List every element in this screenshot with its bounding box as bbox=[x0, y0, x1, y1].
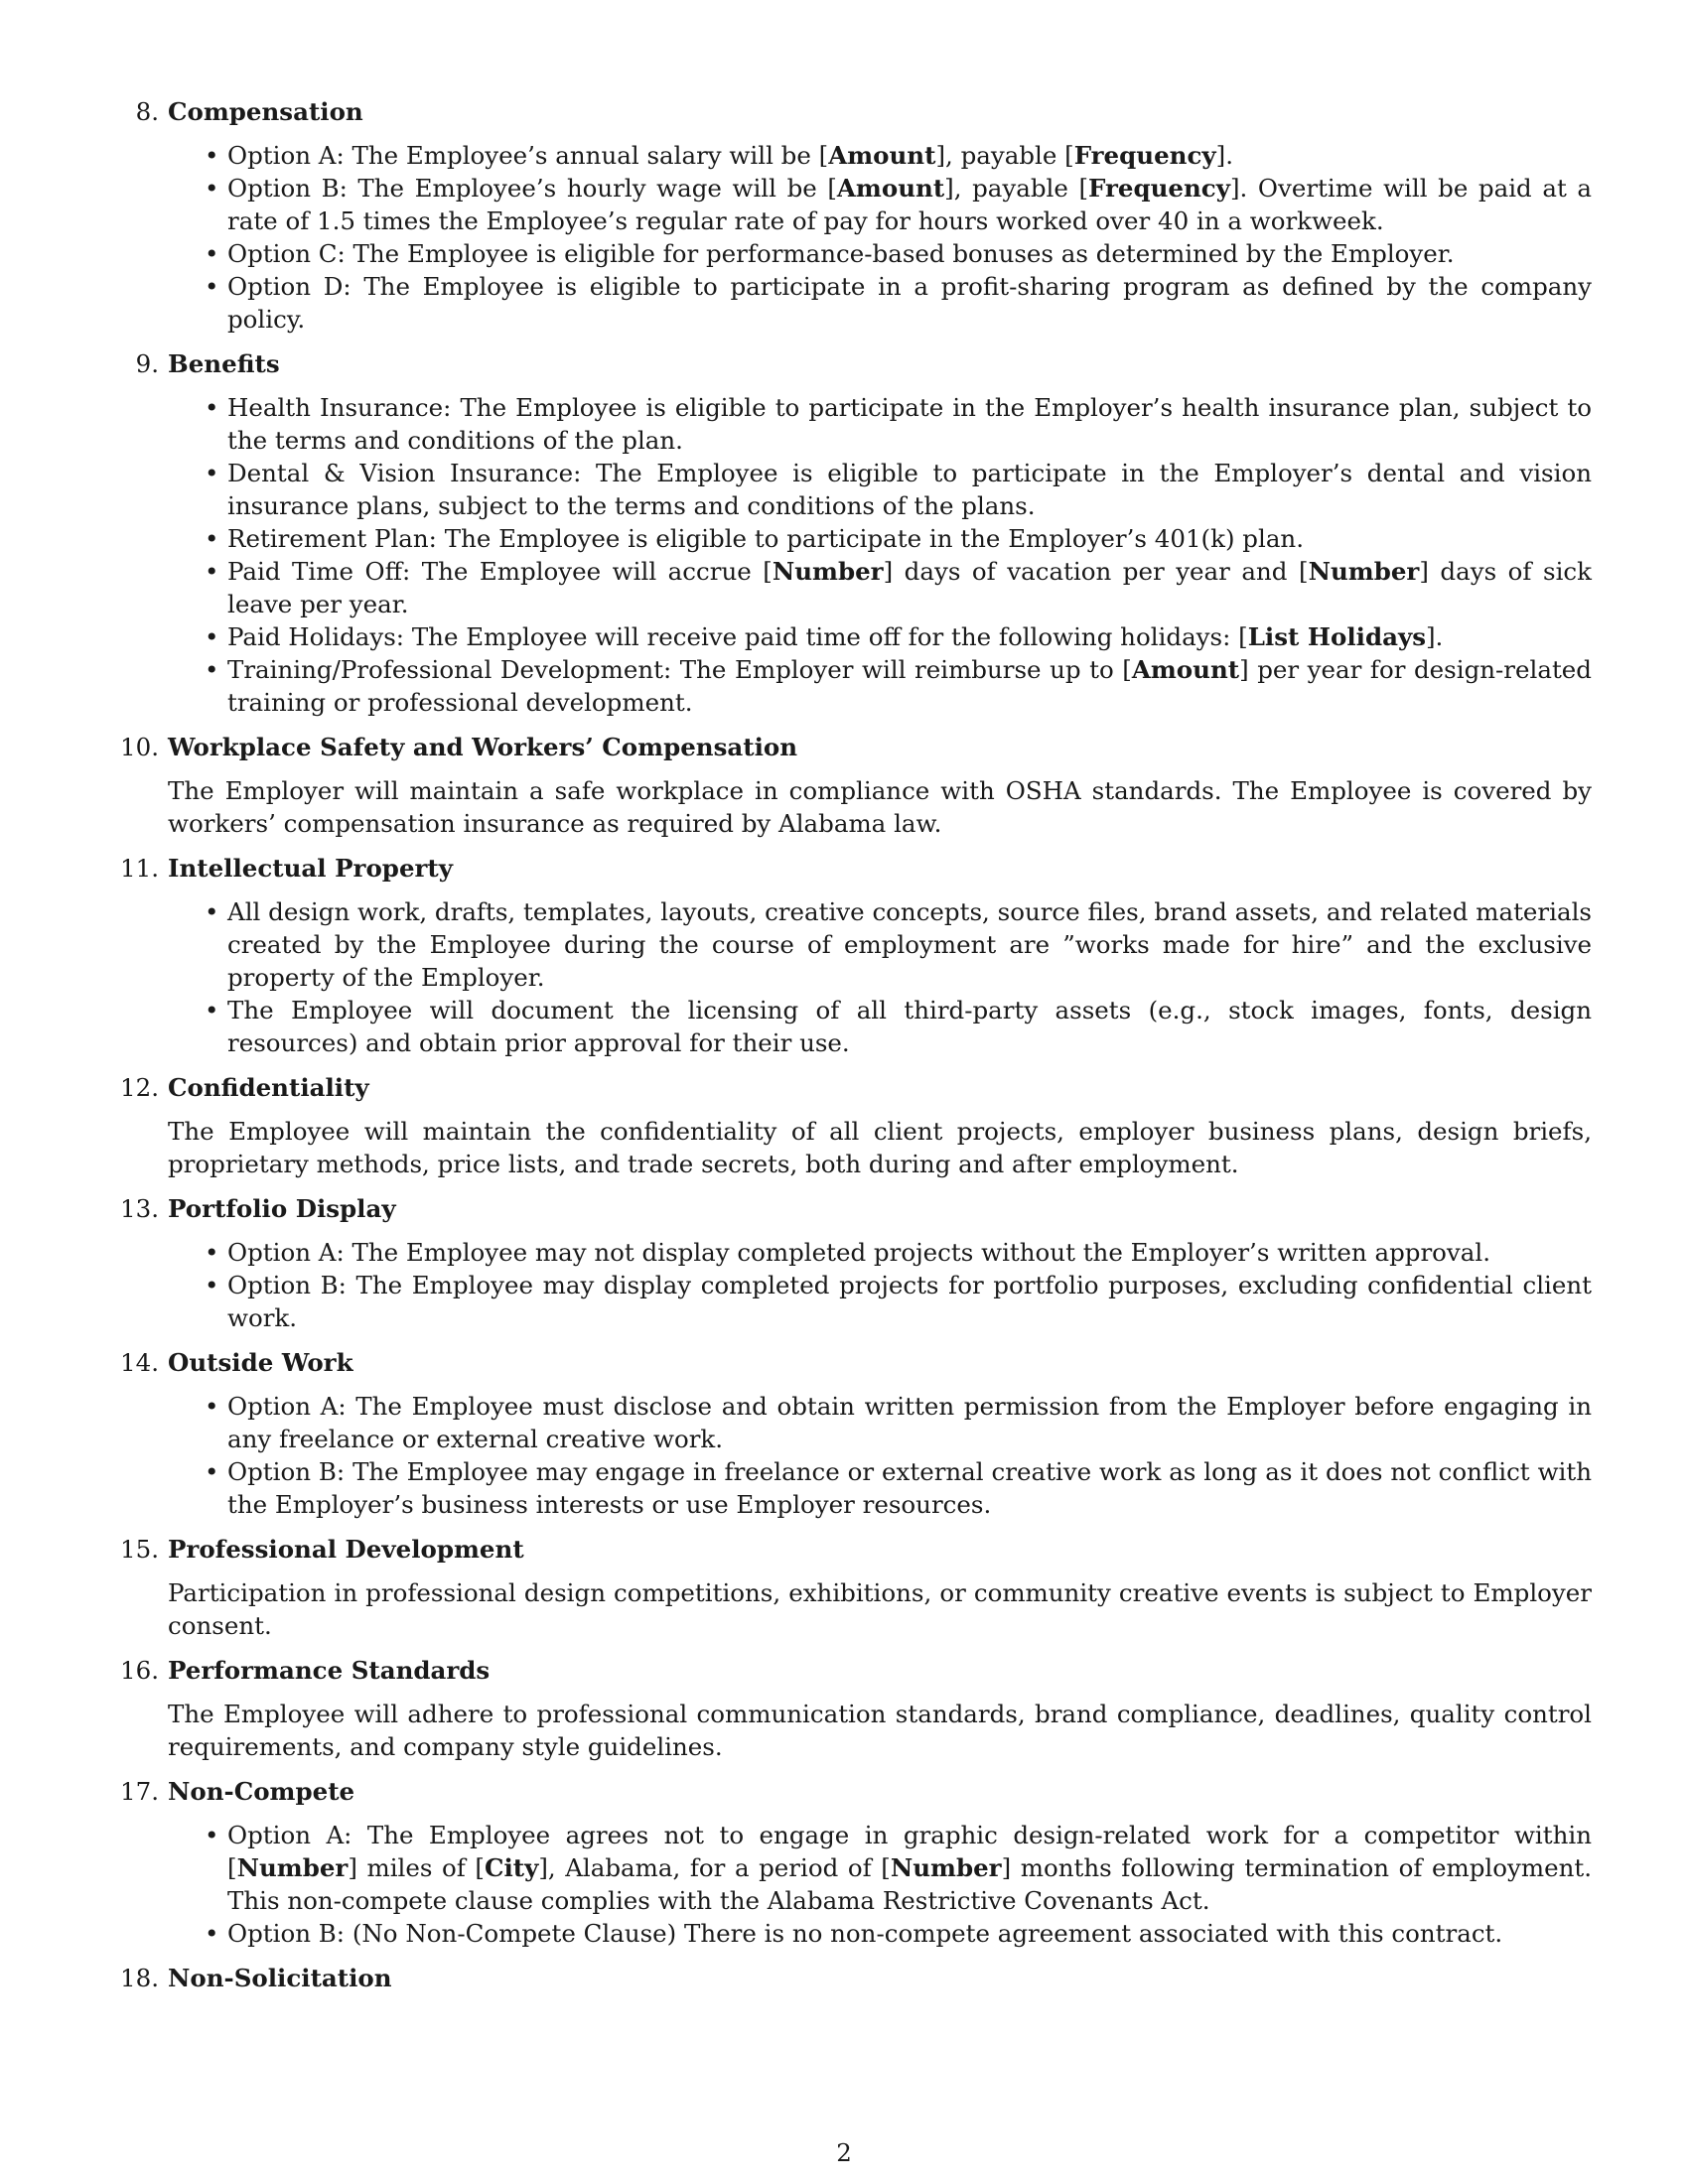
item-text: ], payable [ bbox=[944, 174, 1088, 203]
section-title: Professional Development bbox=[168, 1535, 524, 1564]
section-heading bbox=[120, 852, 1592, 885]
item-text: Retirement Plan: The Employee is eligible to participate in the Employer’s 401(k) plan. bbox=[227, 524, 1304, 553]
placeholder-field: Number bbox=[772, 557, 884, 586]
section-number: 15. bbox=[120, 1535, 159, 1564]
section-heading bbox=[120, 1654, 1592, 1687]
option-list bbox=[129, 895, 1592, 1059]
item-text: Health Insurance: The Employee is eligible to participate in the Employer’s health insurance plan, subject to the terms and conditions of the plan. bbox=[227, 393, 1592, 455]
section-number: 17. bbox=[120, 1777, 159, 1806]
section-title: Outside Work bbox=[168, 1348, 353, 1377]
section-heading bbox=[120, 1071, 1592, 1104]
placeholder-field: Number bbox=[890, 1853, 1002, 1882]
section-number: 18. bbox=[120, 1964, 159, 1992]
section-heading bbox=[120, 1533, 1592, 1566]
item-text: ] miles of [ bbox=[348, 1853, 485, 1882]
section-title: Performance Standards bbox=[168, 1656, 491, 1685]
item-text: ], payable [ bbox=[935, 141, 1074, 170]
section-number: 11. bbox=[120, 854, 159, 883]
item-text: Option B: The Employee may display completed projects for portfolio purposes, excluding confidential client work. bbox=[227, 1271, 1592, 1332]
section-title: Confidentiality bbox=[168, 1073, 369, 1102]
list-item bbox=[227, 457, 1592, 522]
item-text: Option A: The Employee must disclose and obtain written permission from the Employer before engaging in any freelance or external creative work. bbox=[227, 1392, 1592, 1453]
option-list bbox=[129, 1390, 1592, 1521]
list-item bbox=[227, 172, 1592, 237]
list-item bbox=[227, 1819, 1592, 1917]
list-item bbox=[227, 1917, 1592, 1950]
section-number: 9. bbox=[135, 349, 159, 378]
item-text: ]. bbox=[1426, 622, 1444, 651]
item-text: Option B: The Employee’s hourly wage will be [ bbox=[227, 174, 837, 203]
placeholder-field: Amount bbox=[836, 174, 945, 203]
item-text: Option D: The Employee is eligible to participate in a profit-sharing program as defined by the company policy. bbox=[227, 272, 1592, 334]
section-title: Compensation bbox=[168, 97, 363, 126]
section-heading bbox=[120, 1192, 1592, 1225]
list-item bbox=[227, 895, 1592, 994]
item-text: Option B: (No Non-Compete Clause) There is no non-compete agreement associated with this contract. bbox=[227, 1919, 1503, 1948]
section-outside-work bbox=[120, 1346, 1592, 1521]
section-compensation bbox=[129, 95, 1592, 336]
section-body: The Employee will maintain the confidentiality of all client projects, employer business plans, design briefs, proprietary methods, price lists, and trade secrets, both during and after employment. bbox=[168, 1117, 1592, 1178]
option-list bbox=[129, 391, 1592, 719]
item-text: Option A: The Employee’s annual salary will be [ bbox=[227, 141, 829, 170]
section-number: 10. bbox=[120, 733, 159, 761]
section-heading bbox=[129, 347, 1592, 380]
section-number: 16. bbox=[120, 1656, 159, 1685]
section-title: Non-Compete bbox=[168, 1777, 355, 1806]
section-number: 14. bbox=[120, 1348, 159, 1377]
item-text: Paid Time Off: The Employee will accrue [ bbox=[227, 557, 773, 586]
option-list bbox=[129, 1236, 1592, 1334]
section-heading bbox=[129, 95, 1592, 128]
item-text: Option C: The Employee is eligible for performance-based bonuses as determined by the Employer. bbox=[227, 239, 1455, 268]
list-item bbox=[227, 994, 1592, 1059]
section-body: The Employer will maintain a safe workplace in compliance with OSHA standards. The Employee is covered by workers’ compensation insurance as required by Alabama law. bbox=[168, 776, 1592, 838]
item-text: ] per year for design-related training or professional development. bbox=[227, 655, 1592, 717]
list-item bbox=[227, 237, 1592, 270]
placeholder-field: Number bbox=[236, 1853, 349, 1882]
section-number: 13. bbox=[120, 1194, 159, 1223]
section-benefits bbox=[129, 347, 1592, 719]
item-text: All design work, drafts, templates, layouts, creative concepts, source files, brand assets, and related materials created by the Employee during the course of employment are ”works made for hire” and the exclusive property of the Employer. bbox=[227, 897, 1592, 992]
item-text: ] months following termination of employment. This non-compete clause complies with the Alabama Restrictive Covenants Act. bbox=[227, 1853, 1592, 1915]
section-professional-development bbox=[120, 1533, 1592, 1642]
section-heading bbox=[120, 1962, 1592, 1994]
section-portfolio-display bbox=[120, 1192, 1592, 1334]
list-item bbox=[227, 522, 1592, 555]
item-text: Training/Professional Development: The Employer will reimburse up to [ bbox=[227, 655, 1132, 684]
list-item bbox=[227, 555, 1592, 620]
item-text: The Employee will document the licensing of all third-party assets (e.g., stock images, fonts, design resources) and obtain prior approval for their use. bbox=[227, 996, 1592, 1057]
document-page bbox=[120, 95, 1593, 2006]
list-item bbox=[227, 391, 1592, 457]
section-heading bbox=[120, 1775, 1592, 1808]
list-item bbox=[227, 270, 1592, 336]
list-item bbox=[227, 620, 1592, 653]
section-body: The Employee will adhere to professional communication standards, brand compliance, deadlines, quality control requirements, and company style guidelines. bbox=[168, 1700, 1592, 1761]
section-non-solicitation bbox=[120, 1962, 1592, 1994]
page-number: 2 bbox=[836, 2138, 852, 2167]
section-body: Participation in professional design competitions, exhibitions, or community creative events is subject to Employer consent. bbox=[168, 1578, 1592, 1640]
placeholder-field: Number bbox=[1308, 557, 1420, 586]
section-title: Non-Solicitation bbox=[168, 1964, 392, 1992]
list-item bbox=[227, 1236, 1592, 1269]
section-confidentiality bbox=[120, 1071, 1592, 1180]
list-item bbox=[227, 139, 1592, 172]
placeholder-field: List Holidays bbox=[1247, 622, 1426, 651]
item-text: ]. bbox=[1215, 141, 1234, 170]
section-number: 12. bbox=[120, 1073, 159, 1102]
list-item bbox=[227, 1269, 1592, 1334]
item-text: Option A: The Employee may not display completed projects without the Employer’s written approval. bbox=[227, 1238, 1490, 1267]
item-text: Option A: The Employee agrees not to engage in graphic design-related work for a competitor within [ bbox=[227, 1821, 1592, 1882]
placeholder-field: Amount bbox=[828, 141, 936, 170]
section-heading bbox=[120, 731, 1592, 763]
section-title: Portfolio Display bbox=[168, 1194, 396, 1223]
item-text: ] days of sick leave per year. bbox=[227, 557, 1593, 618]
placeholder-field: Frequency bbox=[1088, 174, 1230, 203]
option-list bbox=[129, 139, 1592, 336]
option-list bbox=[129, 1819, 1592, 1950]
placeholder-field: Frequency bbox=[1073, 141, 1216, 170]
section-intellectual-property bbox=[120, 852, 1592, 1059]
section-heading bbox=[120, 1346, 1592, 1379]
placeholder-field: City bbox=[484, 1853, 539, 1882]
list-item bbox=[227, 1390, 1592, 1455]
item-text: Dental & Vision Insurance: The Employee is eligible to participate in the Employer’s dental and vision insurance plans, subject to the terms and conditions of the plans. bbox=[227, 459, 1592, 520]
item-text: ] days of vacation per year and [ bbox=[883, 557, 1309, 586]
section-title: Workplace Safety and Workers’ Compensation bbox=[168, 733, 798, 761]
item-text: ]. Overtime will be paid at a rate of 1.5 times the Employee’s regular rate of pay for hours worked over 40 in a workweek. bbox=[227, 174, 1592, 235]
list-item bbox=[227, 653, 1592, 719]
item-text: Paid Holidays: The Employee will receive paid time off for the following holidays: [ bbox=[227, 622, 1248, 651]
section-title: Intellectual Property bbox=[168, 854, 453, 883]
section-workplace-safety bbox=[120, 731, 1592, 840]
section-title: Benefits bbox=[168, 349, 280, 378]
list-item bbox=[227, 1455, 1592, 1521]
section-performance-standards bbox=[120, 1654, 1592, 1763]
section-non-compete bbox=[120, 1775, 1592, 1950]
item-text: Option B: The Employee may engage in freelance or external creative work as long as it does not conflict with the Employer’s business interests or use Employer resources. bbox=[227, 1457, 1592, 1519]
placeholder-field: Amount bbox=[1131, 655, 1240, 684]
item-text: ], Alabama, for a period of [ bbox=[538, 1853, 891, 1882]
section-number: 8. bbox=[135, 97, 159, 126]
